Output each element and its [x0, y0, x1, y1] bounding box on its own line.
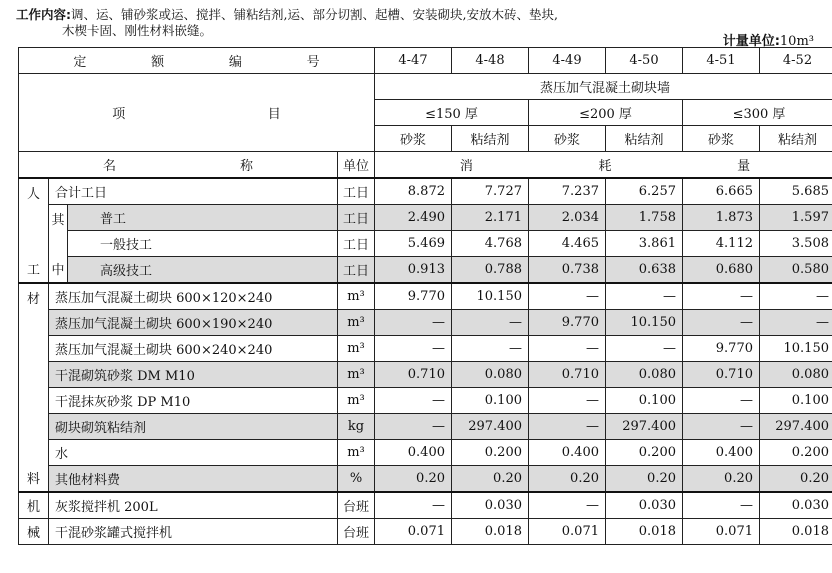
material-row: [19, 310, 832, 336]
value-cell: 0.100: [760, 388, 832, 414]
work-content-label: 工作内容:: [16, 7, 71, 22]
machine-section: 机: [19, 492, 49, 519]
row-unit: 工日: [338, 178, 375, 205]
consume-label-char: 耗: [598, 159, 612, 174]
value-cell: —: [760, 283, 832, 310]
quota-table: [18, 47, 832, 545]
value-cell: 0.030: [452, 492, 529, 519]
value-cell: 0.710: [683, 362, 760, 388]
labor-row: [19, 178, 832, 205]
value-cell: 2.490: [375, 205, 452, 231]
row-name: 其他材料费: [49, 466, 338, 493]
quota-code: 4-51: [683, 48, 760, 74]
material-section: [19, 283, 49, 492]
value-cell: 10.150: [606, 310, 683, 336]
measure-unit-label: 计量单位:: [722, 34, 780, 49]
value-cell: —: [683, 492, 760, 519]
row-unit: m³: [338, 336, 375, 362]
row-unit: kg: [338, 414, 375, 440]
value-cell: 0.200: [452, 440, 529, 466]
value-cell: —: [529, 336, 606, 362]
value-cell: 0.710: [375, 362, 452, 388]
row-unit: m³: [338, 310, 375, 336]
value-cell: —: [452, 336, 529, 362]
value-cell: 0.100: [452, 388, 529, 414]
consume-label-char: 量: [737, 159, 751, 174]
row-unit: 台班: [338, 492, 375, 519]
value-cell: 0.080: [452, 362, 529, 388]
item-header-row: [19, 74, 832, 100]
value-cell: 0.018: [606, 519, 683, 545]
labor-row: [19, 257, 832, 284]
value-cell: 10.150: [760, 336, 832, 362]
value-cell: 297.400: [606, 414, 683, 440]
row-name: 普工: [68, 205, 338, 231]
material-row: [19, 336, 832, 362]
quota-code: 4-50: [606, 48, 683, 74]
thickness-label: ≤200 厚: [529, 100, 683, 126]
value-cell: 0.20: [683, 466, 760, 493]
value-cell: 0.20: [606, 466, 683, 493]
labor-section-char: 工: [26, 263, 40, 278]
binder-label: 砂浆: [529, 126, 606, 152]
column-header-row: [19, 152, 832, 179]
quota-code-row: [19, 48, 832, 74]
row-name: 高级技工: [68, 257, 338, 284]
machine-row: [19, 519, 832, 545]
value-cell: 0.080: [606, 362, 683, 388]
item-label-char: 项: [112, 107, 126, 122]
value-cell: —: [683, 283, 760, 310]
value-cell: —: [683, 310, 760, 336]
name-label-char: 称: [239, 159, 253, 174]
labor-section: [19, 179, 48, 282]
row-unit: m³: [338, 362, 375, 388]
value-cell: 4.112: [683, 231, 760, 257]
material-row: [19, 466, 832, 493]
value-cell: —: [375, 414, 452, 440]
value-cell: 6.257: [606, 178, 683, 205]
value-cell: 0.071: [375, 519, 452, 545]
row-name: 蒸压加气混凝土砌块 600×240×240: [49, 336, 338, 362]
value-cell: 0.913: [375, 257, 452, 284]
name-label: [19, 152, 338, 179]
labor-sub: [49, 205, 68, 284]
row-name: 干混砌筑砂浆 DM M10: [49, 362, 338, 388]
value-cell: 0.20: [375, 466, 452, 493]
value-cell: —: [529, 388, 606, 414]
name-label: [19, 155, 337, 174]
row-name: 水: [49, 440, 338, 466]
value-cell: 0.030: [760, 492, 832, 519]
value-cell: 7.237: [529, 178, 606, 205]
value-cell: 9.770: [683, 336, 760, 362]
quota-label: [19, 51, 374, 70]
value-cell: 0.080: [760, 362, 832, 388]
group-title: 蒸压加气混凝土砌块墙: [375, 74, 832, 100]
binder-label: 粘结剂: [452, 126, 529, 152]
value-cell: 0.710: [529, 362, 606, 388]
row-unit: 工日: [338, 231, 375, 257]
value-cell: 1.758: [606, 205, 683, 231]
unit-col-label: 单位: [338, 152, 375, 179]
value-cell: —: [683, 414, 760, 440]
value-cell: 297.400: [452, 414, 529, 440]
quota-label-char: 定: [73, 55, 87, 70]
value-cell: 0.20: [452, 466, 529, 493]
value-cell: 1.873: [683, 205, 760, 231]
work-content-line2: 木楔卡固、刚性材料嵌缝。: [62, 23, 213, 38]
consume-label: [375, 152, 832, 179]
value-cell: —: [375, 388, 452, 414]
row-name: 蒸压加气混凝土砌块 600×120×240: [49, 283, 338, 310]
row-unit: 工日: [338, 205, 375, 231]
binder-label: 砂浆: [683, 126, 760, 152]
binder-label: 粘结剂: [760, 126, 832, 152]
row-unit: m³: [338, 283, 375, 310]
quota-code: 4-48: [452, 48, 529, 74]
value-cell: —: [683, 388, 760, 414]
labor-sub: [49, 205, 67, 282]
value-cell: 9.770: [375, 283, 452, 310]
value-cell: —: [606, 336, 683, 362]
item-label-char: 目: [267, 107, 281, 122]
material-section-char: 材: [26, 292, 40, 307]
value-cell: 0.018: [452, 519, 529, 545]
material-row: [19, 388, 832, 414]
row-name: 蒸压加气混凝土砌块 600×190×240: [49, 310, 338, 336]
measure-unit-value: 10m³: [779, 34, 814, 49]
binder-label: 砂浆: [375, 126, 452, 152]
work-content-line1: 调、运、铺砂浆或运、搅拌、铺粘结剂,运、部分切割、起槽、安装砌块,安放木砖、垫块,: [71, 7, 558, 22]
row-unit: m³: [338, 440, 375, 466]
quota-label-char: 额: [151, 55, 165, 70]
material-row: [19, 283, 832, 310]
value-cell: 0.20: [760, 466, 832, 493]
quota-code: 4-49: [529, 48, 606, 74]
quota-code: 4-47: [375, 48, 452, 74]
value-cell: 0.200: [606, 440, 683, 466]
value-cell: —: [606, 283, 683, 310]
material-section-char: 料: [26, 472, 40, 487]
value-cell: 0.638: [606, 257, 683, 284]
quota-table-body: [19, 48, 832, 545]
value-cell: 1.597: [760, 205, 832, 231]
value-cell: 0.680: [683, 257, 760, 284]
material-section: [19, 284, 48, 491]
value-cell: —: [375, 310, 452, 336]
consume-label: [375, 155, 832, 174]
row-name: 干混抹灰砂浆 DP M10: [49, 388, 338, 414]
labor-sub-char: 中: [51, 263, 65, 278]
value-cell: 3.508: [760, 231, 832, 257]
labor-section-char: 人: [26, 187, 40, 202]
value-cell: —: [452, 310, 529, 336]
value-cell: 0.738: [529, 257, 606, 284]
value-cell: 5.685: [760, 178, 832, 205]
machine-section: 械: [19, 519, 49, 545]
row-unit: 台班: [338, 519, 375, 545]
value-cell: —: [529, 492, 606, 519]
value-cell: 0.100: [606, 388, 683, 414]
thickness-label: ≤300 厚: [683, 100, 832, 126]
value-cell: 297.400: [760, 414, 832, 440]
value-cell: 3.861: [606, 231, 683, 257]
material-row: [19, 362, 832, 388]
thickness-label: ≤150 厚: [375, 100, 529, 126]
row-name: 一般技工: [68, 231, 338, 257]
labor-row: [19, 205, 832, 231]
value-cell: 4.768: [452, 231, 529, 257]
value-cell: 0.071: [683, 519, 760, 545]
row-unit: m³: [338, 388, 375, 414]
row-name: 合计工日: [49, 178, 338, 205]
value-cell: 0.071: [529, 519, 606, 545]
value-cell: —: [760, 310, 832, 336]
value-cell: 0.018: [760, 519, 832, 545]
row-name: 砌块砌筑粘结剂: [49, 414, 338, 440]
value-cell: 9.770: [529, 310, 606, 336]
quota-code: 4-52: [760, 48, 832, 74]
binder-label: 粘结剂: [606, 126, 683, 152]
row-name: 干混砂浆罐式搅拌机: [49, 519, 338, 545]
value-cell: 5.469: [375, 231, 452, 257]
value-cell: —: [529, 283, 606, 310]
consume-label-char: 消: [459, 159, 473, 174]
row-unit: %: [338, 466, 375, 493]
value-cell: 0.400: [375, 440, 452, 466]
value-cell: 2.171: [452, 205, 529, 231]
name-label-char: 名: [102, 159, 116, 174]
value-cell: 10.150: [452, 283, 529, 310]
work-content: [16, 7, 558, 23]
row-unit: 工日: [338, 257, 375, 284]
item-label: [19, 103, 374, 122]
item-label: [19, 74, 375, 152]
value-cell: —: [375, 492, 452, 519]
value-cell: 0.788: [452, 257, 529, 284]
quota-label-char: 编: [228, 55, 242, 70]
value-cell: 0.400: [683, 440, 760, 466]
labor-row: [19, 231, 832, 257]
value-cell: 0.20: [529, 466, 606, 493]
value-cell: 6.665: [683, 178, 760, 205]
quota-label: [19, 48, 375, 74]
value-cell: 4.465: [529, 231, 606, 257]
value-cell: —: [375, 336, 452, 362]
value-cell: 0.200: [760, 440, 832, 466]
material-row: [19, 440, 832, 466]
value-cell: 0.400: [529, 440, 606, 466]
material-row: [19, 414, 832, 440]
row-name: 灰浆搅拌机 200L: [49, 492, 338, 519]
value-cell: 2.034: [529, 205, 606, 231]
machine-row: [19, 492, 832, 519]
value-cell: 7.727: [452, 178, 529, 205]
value-cell: 0.030: [606, 492, 683, 519]
value-cell: 8.872: [375, 178, 452, 205]
value-cell: —: [529, 414, 606, 440]
labor-sub-char: 其: [51, 213, 65, 228]
value-cell: 0.580: [760, 257, 832, 284]
quota-label-char: 号: [306, 55, 320, 70]
labor-section: [19, 178, 49, 283]
